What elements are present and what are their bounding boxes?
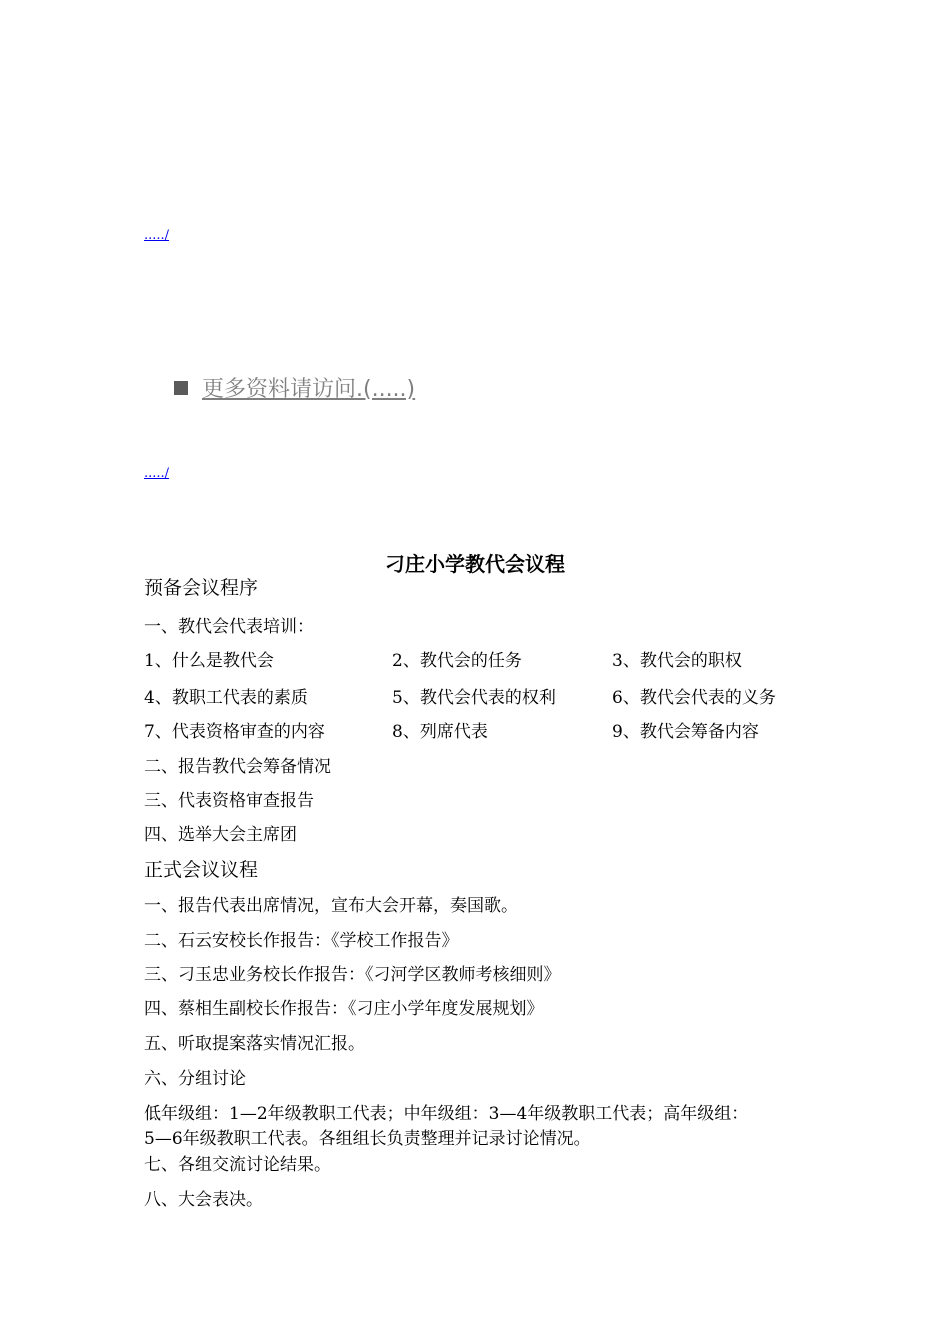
document-title: 刁庄小学教代会议程 bbox=[385, 552, 565, 576]
formal-heading: 正式会议议程 bbox=[144, 859, 259, 881]
prep-item-two: 二、报告教代会筹备情况 bbox=[144, 757, 331, 777]
grid-cell: 8、列席代表 bbox=[392, 722, 488, 742]
grid-cell: 3、教代会的职权 bbox=[612, 651, 742, 671]
mid-link[interactable]: ...../ bbox=[144, 466, 170, 481]
prep-item-three: 三、代表资格审查报告 bbox=[144, 791, 314, 811]
formal-item-eight: 八、大会表决。 bbox=[144, 1190, 263, 1210]
top-link[interactable]: ...../ bbox=[144, 228, 170, 243]
formal-item: 五、听取提案落实情况汇报。 bbox=[144, 1034, 365, 1054]
square-bullet-icon bbox=[174, 381, 188, 395]
group-description-line-1: 低年级组：1—2年级教职工代表；中年级组：3—4年级教职工代表；高年级组： bbox=[144, 1104, 749, 1124]
grid-cell: 7、代表资格审查的内容 bbox=[144, 722, 325, 742]
more-info-link[interactable]: 更多资料请访问.(.....) bbox=[202, 377, 416, 402]
formal-item: 六、分组讨论 bbox=[144, 1069, 246, 1089]
grid-cell: 2、教代会的任务 bbox=[392, 651, 522, 671]
grid-cell: 1、什么是教代会 bbox=[144, 651, 274, 671]
grid-cell: 4、教职工代表的素质 bbox=[144, 688, 308, 708]
more-info-banner bbox=[174, 372, 415, 403]
prep-item-one: 一、教代会代表培训： bbox=[144, 617, 314, 637]
prep-heading: 预备会议程序 bbox=[144, 577, 259, 599]
formal-item-seven: 七、各组交流讨论结果。 bbox=[144, 1155, 331, 1175]
formal-item: 四、蔡相生副校长作报告：《刁庄小学年度发展规划》 bbox=[144, 999, 544, 1019]
grid-cell: 6、教代会代表的义务 bbox=[612, 688, 776, 708]
formal-item: 二、石云安校长作报告：《学校工作报告》 bbox=[144, 931, 459, 951]
prep-item-four: 四、选举大会主席团 bbox=[144, 825, 297, 845]
grid-cell: 9、教代会筹备内容 bbox=[612, 722, 759, 742]
formal-item: 三、刁玉忠业务校长作报告：《刁河学区教师考核细则》 bbox=[144, 965, 561, 985]
group-description-line-2: 5—6年级教职工代表。各组组长负责整理并记录讨论情况。 bbox=[144, 1129, 591, 1149]
formal-item: 一、报告代表出席情况，宣布大会开幕，奏国歌。 bbox=[144, 896, 518, 916]
grid-cell: 5、教代会代表的权利 bbox=[392, 688, 556, 708]
